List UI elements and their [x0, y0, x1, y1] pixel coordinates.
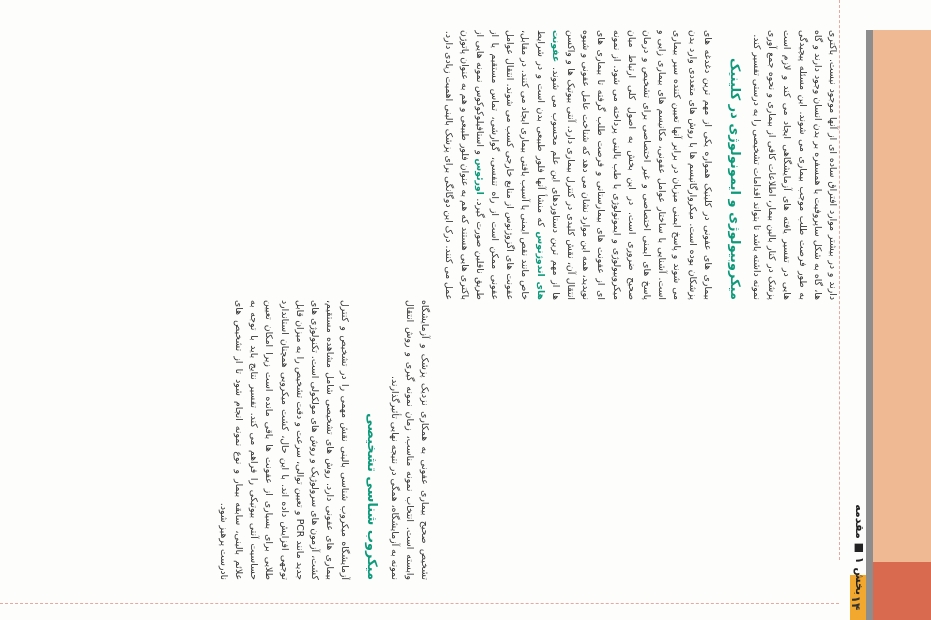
running-header-text: بخش ۱ ■ مقدمه	[853, 504, 866, 595]
paragraph-clinic-end: و استافیلوکوکوس نمونه هایی از باکتری هایی هستند که هم به عنوان فلور طبیعی و هم به عنوان پاتوژن عمل می کنند. درک این دوگانگی برای پزشک بالینی اهمیت زیادی دارد.	[443, 30, 485, 300]
paragraph-clinic	[441, 30, 715, 300]
paragraph-lab: آزمایشگاه میکروب شناسی بالینی نقش مهمی را در تشخیص و کنترل بیماری های عفونی دارد. روش های تشخیصی شامل مشاهده مستقیم، کشت، آزمون های سرولوژیک و روش های مولکولی است. تکنولوژی های جدید مانند PCR و تعیین توالی، سرعت و دقت تشخیص را به میزان قابل توجهی افزایش داده اند. با این حال، کشت میکروبی همچنان استاندارد طلایی برای بسیاری از عفونت ها باقی مانده است زیرا امکان تعیین حساسیت آنتی بیوتیکی را فراهم می کند. تفسیر نتایج باید با توجه به علائم بالینی، سابقه بیمار و نوع نمونه انجام شود تا از تشخیص های نادرست پرهیز شود.	[217, 300, 351, 580]
margin-band-tan	[873, 30, 931, 562]
crop-guide-horizontal	[0, 603, 839, 604]
page-number: ۱۴	[849, 595, 863, 611]
margin-band-gray	[866, 30, 873, 620]
paragraph-lab-intro: تشخیص صحیح بیماری عفونی به همکاری نزدیک پزشک و آزمایشگاه وابسته است. انتخاب نمونه مناسب، زمان نمونه گیری و روش انتقال نمونه به آزمایشگاه، همگی در نتیجه نهایی تأثیرگذارند.	[388, 300, 430, 580]
paragraph-clinic-mid: که منشأ آنها فلور طبیعی بدن است و در شرایط خاص مانند نقص ایمنی یا آسیب بافتی بیماری ایجاد می کنند. در مقابل، عفونت های اگزوژنوس از منابع خارجی کسب می شوند. انتقال عوامل عفونی ممکن است از راه تنفسی، گوارشی، تماس مستقیم یا از طریق ناقلین صورت گیرد.	[473, 30, 546, 300]
column-secondary	[22, 300, 432, 580]
column-main	[25, 30, 840, 300]
highlight-endogenous: عفونت های اندوژنوس	[534, 30, 561, 300]
running-header	[846, 395, 866, 595]
paragraph-intro: دارند و در بیشتر موارد افتراق ساده ای از آنها موجود نیست. باکتری ها، گاه به شکل ساپروفیت یا همسفره بر بدن انسان وجود دارند و گاه به طور فرصت طلب موجب بیماری می شوند. این مسئله پیچیدگی هایی در تفسیر یافته های آزمایشگاهی ایجاد می کند و لازم است پزشک در کنار بالین بیمار، اطلاعات کافی از بیماری و نحوه جمع آوری نمونه داشته باشد تا بتواند اقدامات تشخیصی را به درستی تفسیر کند.	[750, 30, 838, 300]
section-heading-diagnostic: میکروب شناسی تشخیصی	[364, 413, 380, 580]
paragraph-clinic-text: بیماری های عفونی در کلینیک همواره یکی از مهم ترین دغدغه های پزشکان بوده است. میکروارگانیسم ها با روش های متعددی وارد بدن می شوند و پاسخ ایمنی میزبان در برابر آنها تعیین کننده سیر بیماری است. آشنایی با ساختار عوامل عفونی، مکانیسم های بیماری زایی و پاسخ های ایمنی اختصاصی و غیر اختصاصی برای تشخیص و درمان صحیح ضروری است. در این بخش به اصول کلی ارتباط میان میکروبیولوژی و ایمونولوژی با طب بالینی پرداخته می شود. از نمونه ای از عفونت های بیمارستانی و فرصت طلب گرفته تا بیماری های نوپدید، همه این موارد نشان می دهد که شناخت عامل عفونی و شیوه انتقال آن، نقش کلیدی در کنترل بیماری دارد. آنتی بیوتیک ها و واکسن ها از مهم ترین دستاوردهای این علم محسوب می شوند.	[549, 30, 713, 300]
section-heading-clinic: میکروبیولوژی و ایمونولوژی در کلینیک	[726, 58, 742, 300]
margin-band-orange	[873, 562, 931, 620]
highlight-aureus: اورئوس	[473, 158, 485, 195]
